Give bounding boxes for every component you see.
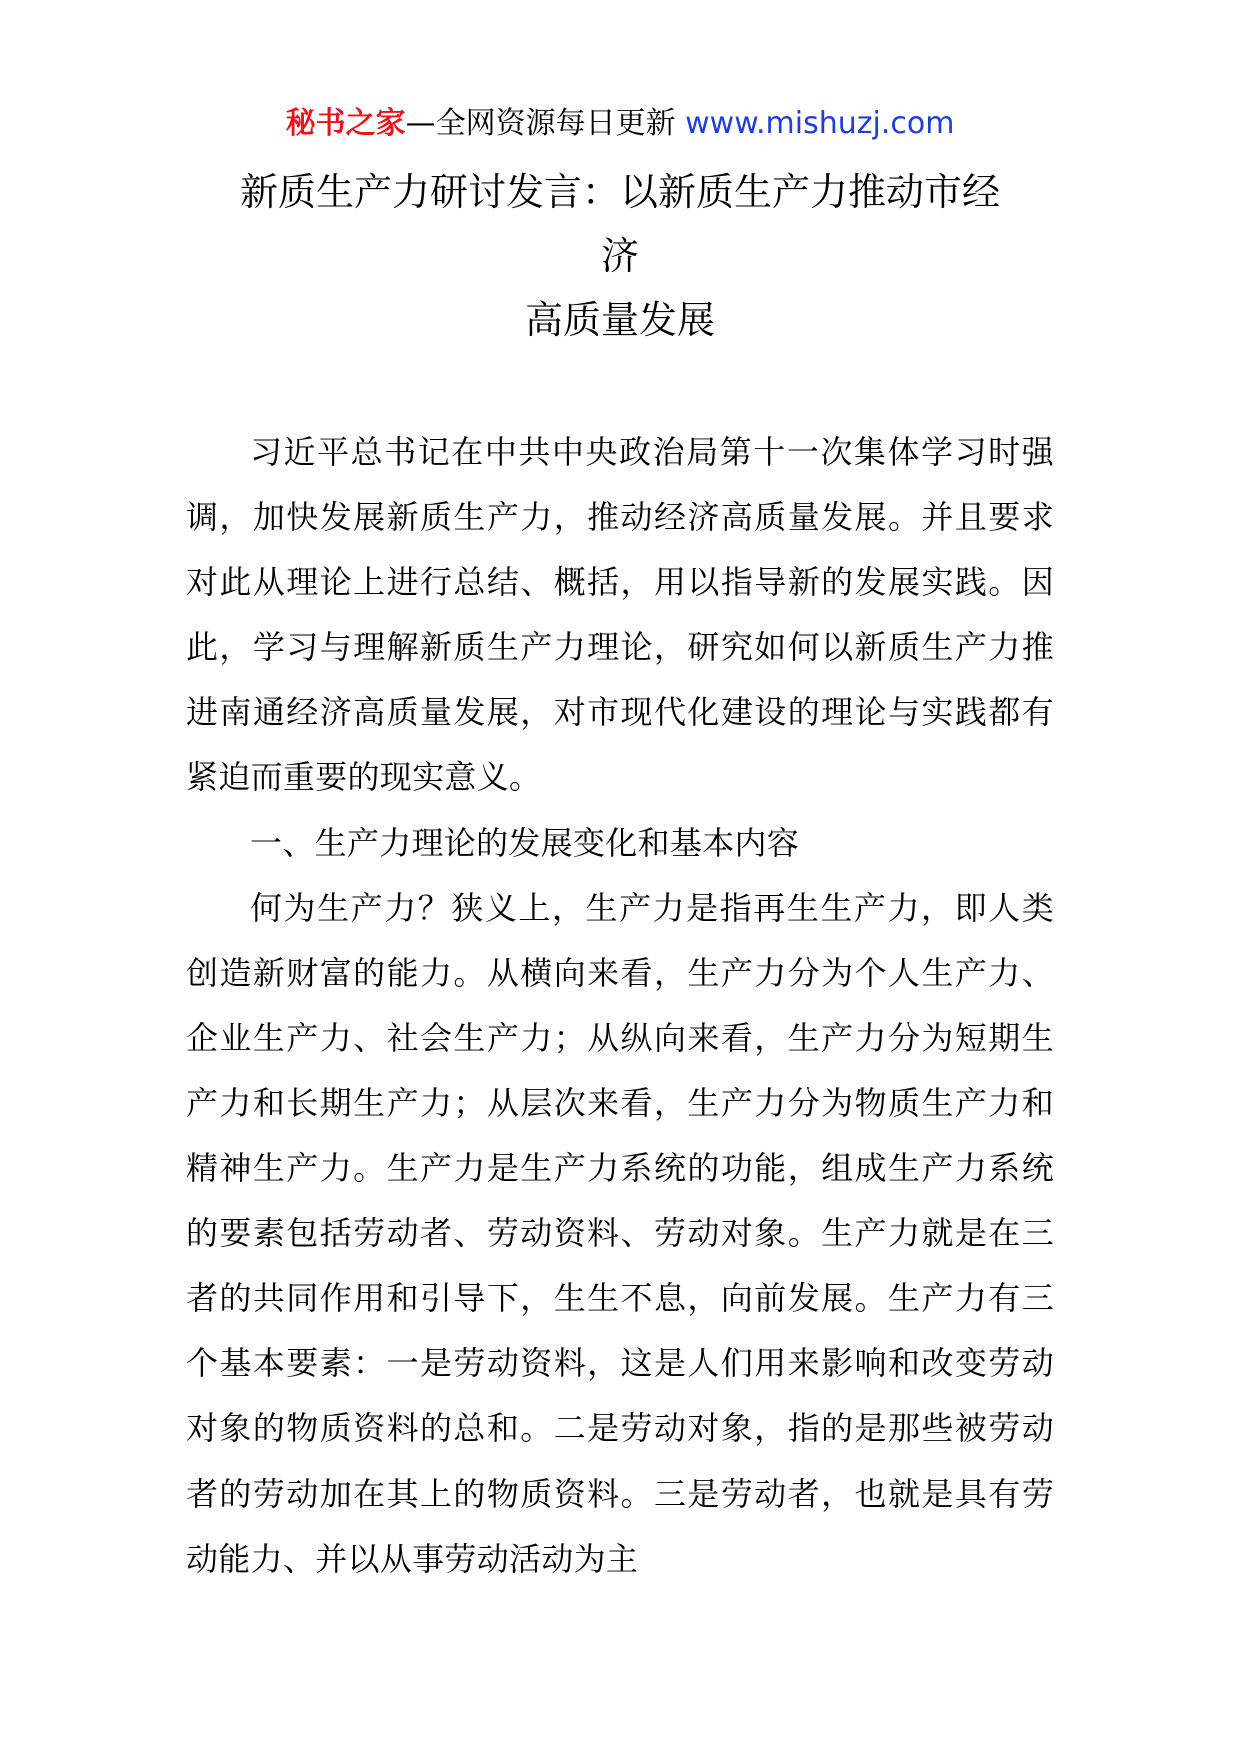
brand-name: 秘书之家	[285, 106, 406, 141]
document-title	[180, 160, 1060, 352]
site-url-link[interactable]: www.mishuzj.com	[685, 106, 955, 141]
document-body	[186, 420, 1054, 1592]
site-header	[0, 98, 1240, 150]
section-heading-1: 一、生产力理论的发展变化和基本内容	[250, 823, 800, 862]
body-paragraph-2: 何为生产力？狭义上，生产力是指再生生产力，即人类创造新财富的能力。从横向来看，生产力分为个人生产力、企业生产力、社会生产力；从纵向来看，生产力分为短期生产力和长期生产力；从层次来看，生产力分为物质生产力和精神生产力。生产力是生产力系统的功能，组成生产力系统的要素包括劳动者、劳动资料、劳动对象。生产力就是在三者的共同作用和引导下，生生不息，向前发展。生产力有三个基本要素：一是劳动资料，这是人们用来影响和改变劳动对象的物质资料的总和。二是劳动对象，指的是那些被劳动者的劳动加在其上的物质资料。三是劳动者，也就是具有劳动能力、并以从事劳动活动为主	[186, 888, 1054, 1578]
title-line-2: 济	[600, 234, 639, 278]
title-line-1: 新质生产力研讨发言：以新质生产力推动市经	[239, 170, 1000, 214]
header-tagline: —全网资源每日更新	[405, 106, 686, 141]
title-line-3: 高质量发展	[524, 298, 715, 342]
intro-paragraph: 习近平总书记在中共中央政治局第十一次集体学习时强调，加快发展新质生产力，推动经济高质量发展。并且要求对此从理论上进行总结、概括，用以指导新的发展实践。因此，学习与理解新质生产力理论，研究如何以新质生产力推进南通经济高质量发展，对市现代化建设的理论与实践都有紧迫而重要的现实意义。	[186, 433, 1054, 797]
